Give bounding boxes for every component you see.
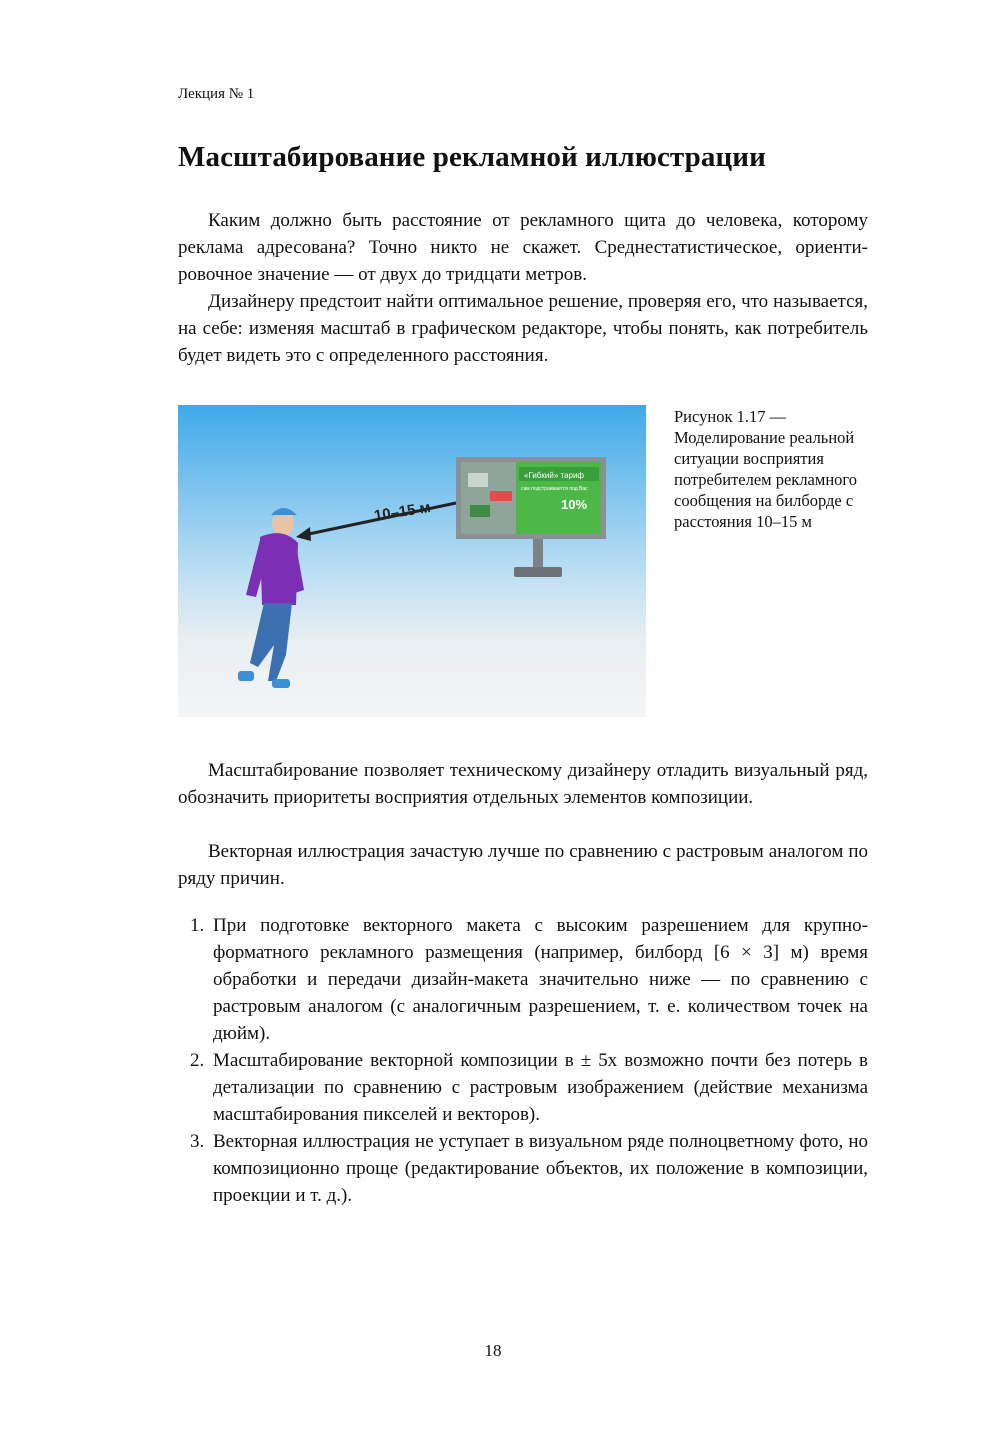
list-item-number: 2.: [190, 1050, 205, 1071]
list-item: [178, 1047, 868, 1128]
page-title: Масштабирование рекламной иллюстрации: [178, 141, 766, 173]
distance-label: 10–15 м: [372, 498, 432, 525]
billboard-subline: сам подстраивается под Вас: [521, 486, 588, 492]
paragraph: Масштабирование позволяет техническому дизайнеру отладить визуальный ряд, обозначить приоритеты восприятия отдельных элементов композиции.: [178, 760, 868, 808]
list-item-text: При подготовке векторного макета с высоким разрешением для крупноформатного рекламного размещения (например, билборд [6 × 3] м) время обработки и передачи дизайн-макета значительно ниже — по сравнению с растровым аналогом (с аналогичным разрешением, т. е. количеством точек на дюйм).: [213, 915, 868, 1044]
page-number: 18: [484, 1341, 502, 1360]
running-head: Лекция № 1: [178, 86, 255, 102]
billboard-headline: «Гибкий» тариф: [524, 471, 585, 480]
figure-billboard-illustration: [178, 405, 646, 717]
list-item-number: 1.: [190, 915, 205, 936]
list-item-text: Масштабирование векторной композиции в ± 5х возможно почти без потерь в детализации по сравнению с растровым изображением (действие механизма масштабирования пикселей и векторов).: [213, 1050, 868, 1125]
reasons-list: [178, 912, 868, 1209]
paragraph: Дизайнеру предстоит найти оптимальное решение, проверяя его, что называется, на себе: изменяя масштаб в графическом редакторе, чтобы понять, как потребитель будет видеть это с определенного расстояния.: [178, 291, 868, 366]
list-item-number: 3.: [190, 1131, 205, 1152]
figure-caption: Рисунок 1.17 — Моделирование реальной ситуации восприятия потребителем рекламного сообщения на билборде с расстояния 10–15 м: [674, 407, 858, 531]
list-item: [178, 1128, 868, 1209]
paragraph: Каким должно быть расстояние от рекламного щита до человека, которому реклама адресована? Точно никто не скажет. Среднестатистическое, ориентировочное значение — от двух до тридцати метров.: [178, 210, 868, 285]
list-item-text: Векторная иллюстрация не уступает в визуальном ряде полноцветному фото, но композиционно проще (редактирование объектов, их положение в композиции, проекции и т. д.).: [213, 1131, 868, 1206]
billboard-scene-image: [178, 405, 646, 717]
billboard-percent: 10%: [561, 497, 588, 512]
paragraph: Векторная иллюстрация зачастую лучше по сравнению с растровым аналогом по ряду причин.: [178, 841, 868, 889]
list-item: [178, 912, 868, 1047]
